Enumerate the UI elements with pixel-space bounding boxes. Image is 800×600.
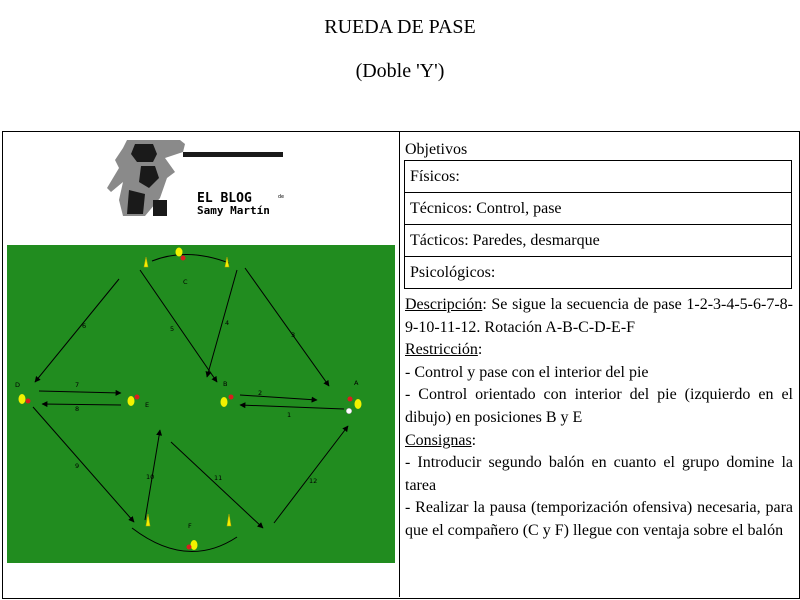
cone-icon <box>227 514 231 526</box>
pass-arrow-2 <box>240 395 317 400</box>
pass-number-9: 9 <box>75 462 80 470</box>
run-arc-top <box>152 254 229 263</box>
run-arc-bottom <box>132 528 237 552</box>
objective-tacticos: Tácticos: Paredes, desmarque <box>405 225 792 257</box>
station-label-f: F <box>188 522 192 530</box>
consignas-label: Consignas <box>405 431 472 449</box>
drill-description <box>405 294 793 543</box>
pass-number-12: 12 <box>309 477 318 485</box>
pass-number-4: 4 <box>225 319 230 327</box>
pass-arrow-6 <box>35 279 119 382</box>
station-label-b: B <box>223 380 228 388</box>
blog-logo <box>105 138 295 218</box>
cone-icon <box>146 514 150 526</box>
pass-arrow-7 <box>39 391 121 393</box>
station-label-e: E <box>145 401 150 409</box>
pass-number-10: 10 <box>146 473 155 481</box>
restriction-item: - Control orientado con interior del pie (izquierdo en el dibujo) en posiciones B y E <box>405 386 793 426</box>
objective-tecnicos: Técnicos: Control, pase <box>405 193 792 225</box>
drill-diagram <box>7 245 395 563</box>
pass-number-2: 2 <box>258 389 263 397</box>
station-label-a: A <box>354 379 359 387</box>
description-paragraph <box>405 294 793 339</box>
ball-icon <box>346 408 352 414</box>
pass-arrow-4 <box>207 270 237 377</box>
player-a-marker <box>346 397 361 414</box>
pass-number-3: 3 <box>291 331 296 339</box>
page-subtitle: (Doble 'Y') <box>355 60 445 82</box>
pass-number-1: 1 <box>287 411 292 419</box>
player-f-marker <box>187 540 198 550</box>
column-divider <box>399 131 400 597</box>
station-label-c: C <box>183 278 188 286</box>
player-b-marker <box>221 395 234 408</box>
consignas-heading: Consignas: <box>405 431 477 449</box>
station-label-d: D <box>15 381 21 389</box>
page-title: RUEDA DE PASE <box>324 16 476 38</box>
pass-arrow-5 <box>140 270 217 382</box>
logo-line2: Samy Martín <box>197 204 270 217</box>
pass-arrow-9 <box>33 407 134 522</box>
player-d-marker <box>19 394 31 404</box>
restriction-item: - Control y pase con el interior del pie <box>405 363 649 381</box>
cone-icon <box>144 257 148 267</box>
objectives-table <box>404 160 792 289</box>
restriction-label: Restricción <box>405 341 478 359</box>
pass-number-11: 11 <box>214 474 223 482</box>
restriction-heading: Restricción: <box>405 341 483 359</box>
player-e-marker <box>128 395 140 407</box>
logo-small: de <box>278 194 285 200</box>
pass-number-7: 7 <box>75 381 80 389</box>
pass-arrow-3 <box>245 268 329 386</box>
objective-fisicos: Físicos: <box>405 161 792 193</box>
description-text: : Se sigue la secuencia de pase 1-2-3-4-5-6-7-8-9-10-11-12. Rotación A-B-C-D-E-F <box>405 296 793 336</box>
consignas-item: - Introducir segundo balón en cuanto el grupo domine la tarea <box>405 454 793 494</box>
logo-line1: EL BLOG <box>197 191 252 206</box>
pass-arrow-1 <box>240 405 344 409</box>
pass-number-6: 6 <box>82 322 87 330</box>
objective-psicologicos: Psicológicos: <box>405 257 792 289</box>
objectives-heading: Objetivos <box>405 141 468 158</box>
pass-arrow-8 <box>42 404 121 405</box>
consignas-item: - Realizar la pausa (temporización ofensiva) necesaria, para que el compañero (C y F) llegue con ventaja sobre el balón <box>405 499 793 539</box>
description-label: Descripción <box>405 296 483 313</box>
pass-number-8: 8 <box>75 405 80 413</box>
pass-arrow-11 <box>171 442 263 528</box>
pass-number-5: 5 <box>170 325 175 333</box>
pass-arrow-12 <box>274 426 348 523</box>
